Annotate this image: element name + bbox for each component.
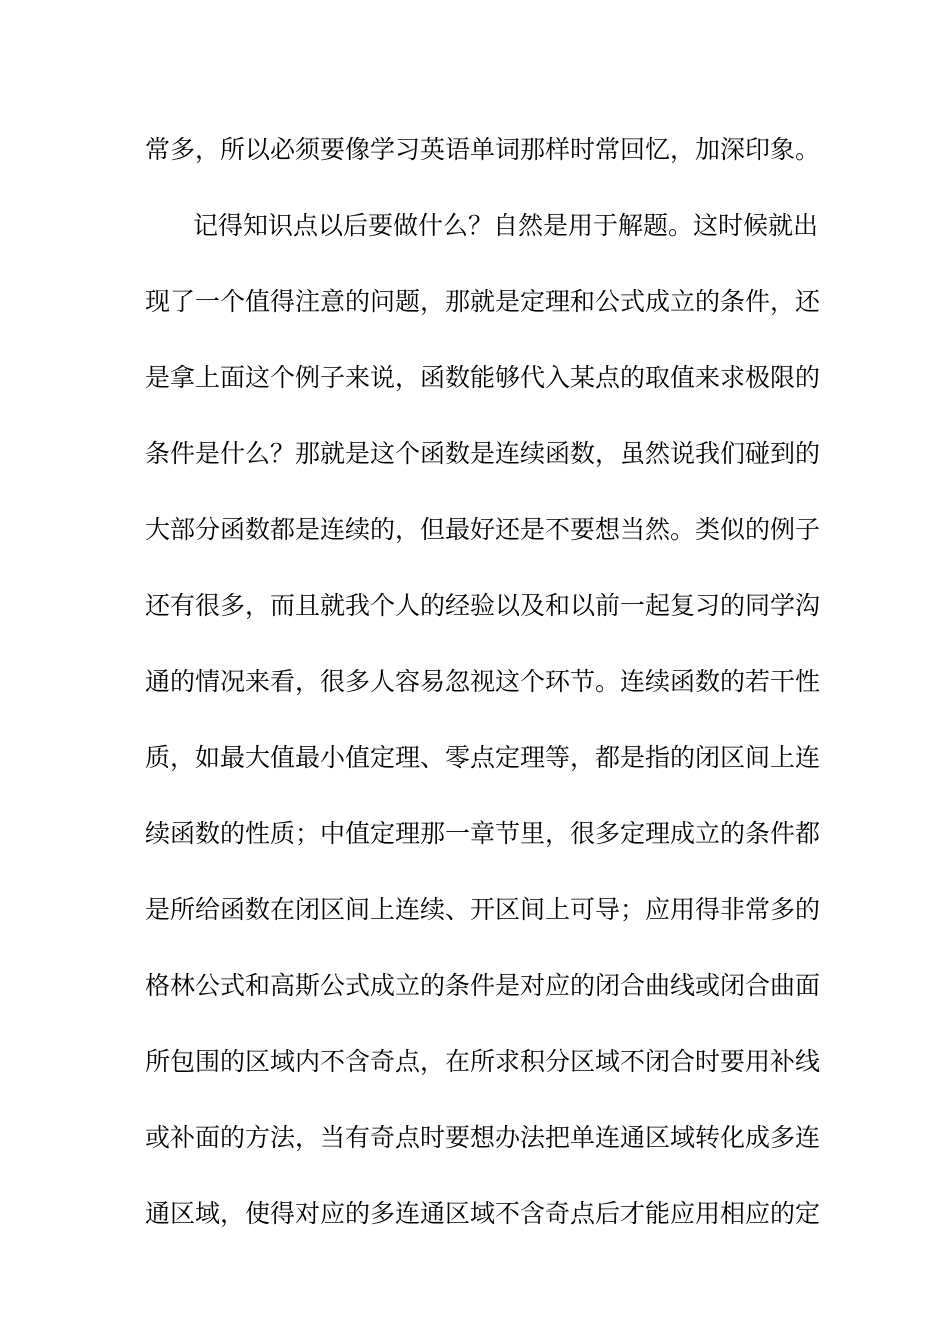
text-line: 现了一个值得注意的问题，那就是定理和公式成立的条件，还 <box>145 287 821 316</box>
text-line: 记得知识点以后要做什么？自然是用于解题。这时候就出 <box>193 211 819 240</box>
text-line: 还有很多，而且就我个人的经验以及和以前一起复习的同学沟 <box>145 591 821 620</box>
text-line: 通区域，使得对应的多连通区域不含奇点后才能应用相应的定 <box>145 1199 821 1228</box>
text-line: 常多，所以必须要像学习英语单词那样时常回忆，加深印象。 <box>145 135 821 164</box>
text-line: 是拿上面这个例子来说，函数能够代入某点的取值来求极限的 <box>145 363 821 392</box>
text-line: 大部分函数都是连续的，但最好还是不要想当然。类似的例子 <box>145 515 821 544</box>
text-line: 条件是什么？那就是这个函数是连续函数，虽然说我们碰到的 <box>145 439 821 468</box>
text-line: 或补面的方法，当有奇点时要想办法把单连通区域转化成多连 <box>145 1123 821 1152</box>
text-line: 格林公式和高斯公式成立的条件是对应的闭合曲线或闭合曲面 <box>145 971 821 1000</box>
text-line: 质，如最大值最小值定理、零点定理等，都是指的闭区间上连 <box>145 743 821 772</box>
text-line: 通的情况来看，很多人容易忽视这个环节。连续函数的若干性 <box>145 667 821 696</box>
text-line: 所包围的区域内不含奇点，在所求积分区域不闭合时要用补线 <box>145 1047 821 1076</box>
text-line: 续函数的性质；中值定理那一章节里，很多定理成立的条件都 <box>145 819 821 848</box>
text-line: 是所给函数在闭区间上连续、开区间上可导；应用得非常多的 <box>145 895 821 924</box>
